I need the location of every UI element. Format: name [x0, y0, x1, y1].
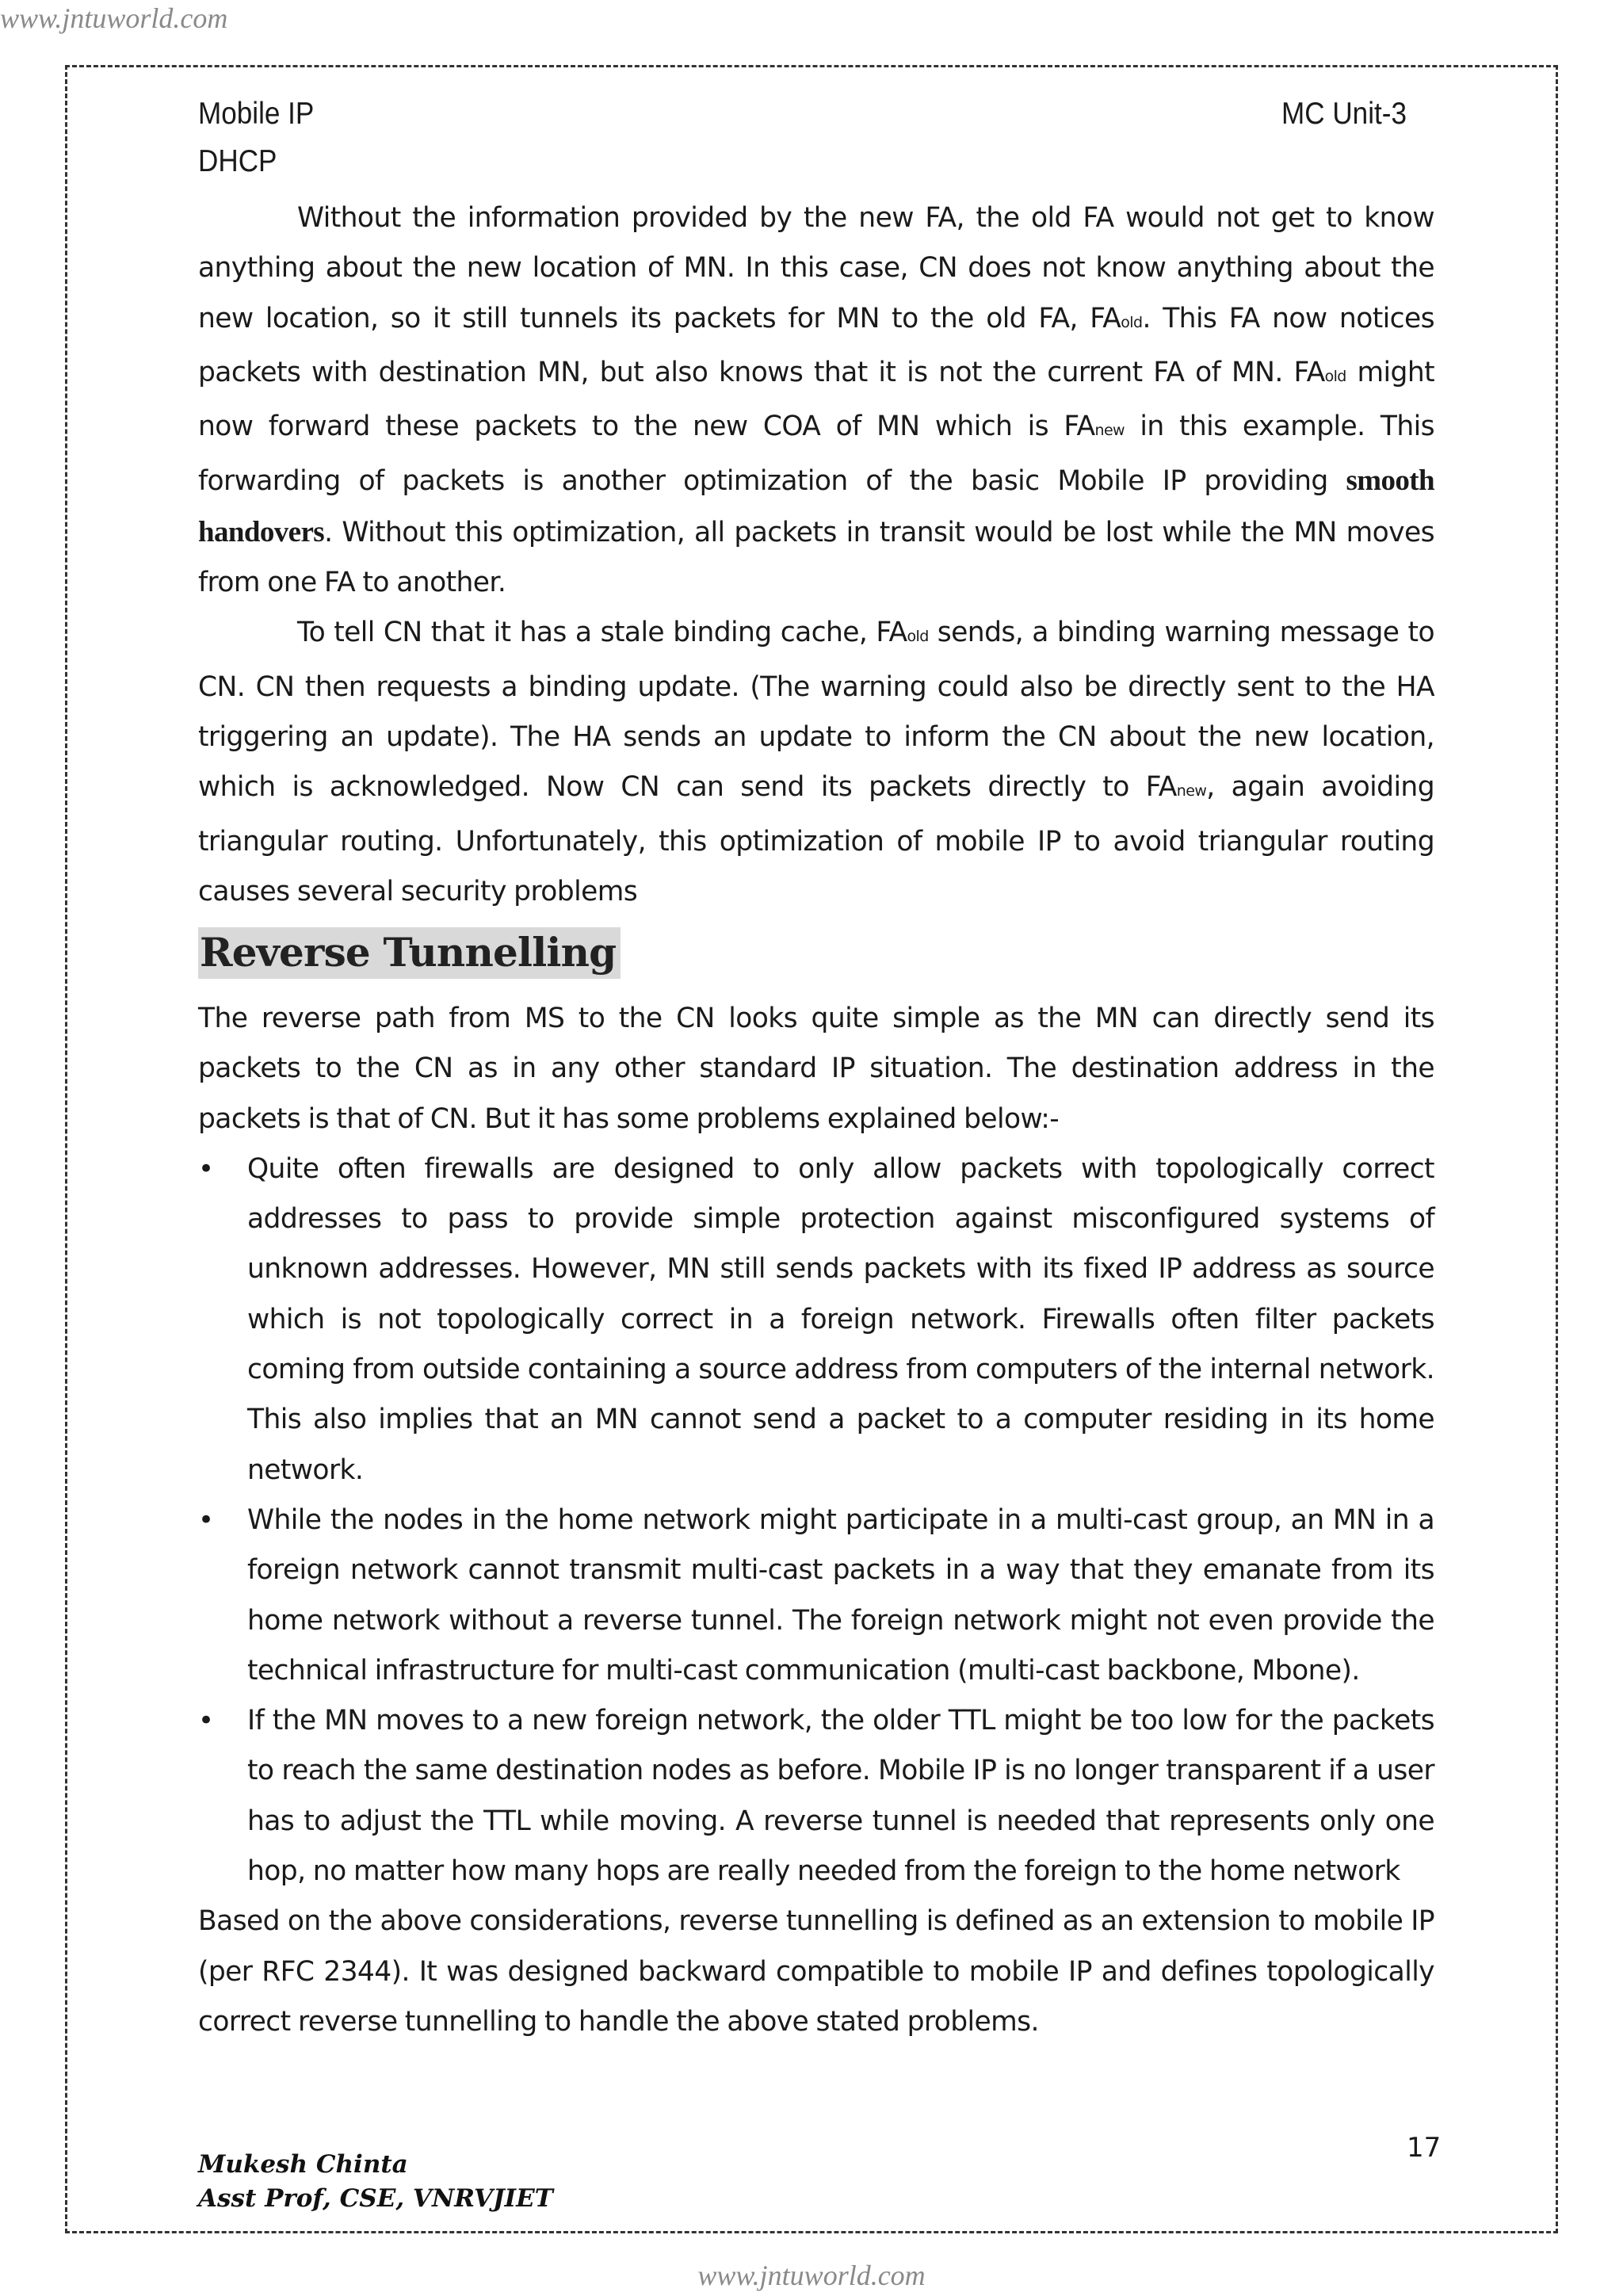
page-number: 17 [1407, 2132, 1442, 2164]
header-unit: MC Unit-3 [1281, 97, 1407, 131]
paragraph-conclusion: Based on the above considerations, reverse tunnelling is defined as an extension to mobile IP (per RFC 2344). It was designed backward compatible to mobile IP and defines topologically correct reverse tunnelling to handle the above stated problems. [198, 1905, 1434, 2038]
term-smooth-handovers: smooth handovers [198, 464, 1434, 548]
subscript-old: old [1324, 367, 1346, 385]
problem-list [198, 1144, 1434, 1897]
paragraph-old-fa: Without the information provided by the new FA, the old FA would not get to know anything about the new location of MN. In this case, CN does not know anything about the new location, so it still tunnels its packets for MN to the old FA, FAold. This FA now notices packets with destination MN, but also knows that it is not the current FA of MN. FAold might now forward these packets to the new COA of MN which is FAnew in this example. This forwarding of packets is another optimization of the basic Mobile IP providing smooth handovers. Without this optimization, all packets in transit would be lost while the MN moves from one FA to another. [198, 202, 1435, 599]
body-reverse-tunnelling [198, 994, 1434, 2047]
list-item: • Quite often firewalls are designed to only allow packets with topologically correct addresses to pass to provide simple protection against misconfigured systems of unknown addresses. However, MN still sends packets with its fixed IP address as source which is not topologically correct in a foreign network. Firewalls often filter packets coming from outside containing a source address from computers of the internal network. This also implies that an MN cannot send a packet to a computer residing in its home network. [198, 1144, 1434, 1496]
subscript-old: old [907, 628, 929, 646]
author-title: Asst Prof, CSE, VNRVJIET [198, 2184, 553, 2213]
paragraph-intro: The reverse path from MS to the CN looks quite simple as the MN can directly send its packets to the CN as in any other standard IP situation. The destination address in the packets is that of CN. But it has some problems explained below:- [198, 1003, 1434, 1135]
list-item: • While the nodes in the home network might participate in a multi-cast group, an MN in a foreign network cannot transmit multi-cast packets in a way that they emanate from its home network without a reverse tunnel. The foreign network might not even provide the technical infrastructure for multi-cast communication (multi-cast backbone, Mbone). [198, 1496, 1434, 1696]
section-heading: Reverse Tunnelling [198, 927, 621, 979]
body-top [198, 193, 1434, 917]
subscript-new: new [1176, 782, 1207, 800]
header-subtopic: DHCP [198, 144, 277, 178]
author-name: Mukesh Chinta [198, 2150, 408, 2179]
header-topic: Mobile IP [198, 97, 315, 131]
watermark-top: www.jntuworld.com [0, 2, 228, 34]
list-item: • If the MN moves to a new foreign network, the older TTL might be too low for the packets to reach the same destination nodes as before. Mobile IP is no longer transparent if a user has to adjust the TTL while moving. A reverse tunnel is needed that represents only one hop, no matter how many hops are really needed from the foreign to the home network [198, 1696, 1434, 1897]
subscript-new: new [1094, 422, 1125, 440]
watermark-bottom: www.jntuworld.com [697, 2260, 926, 2291]
paragraph-binding-warning: To tell CN that it has a stale binding cache, FAold sends, a binding warning message to CN. CN then requests a binding update. (The warning could also be directly sent to the HA triggering an update). The HA sends an update to inform the CN about the new location, which is acknowledged. Now CN can send its packets directly to FAnew, again avoiding triangular routing. Unfortunately, this optimization of mobile IP to avoid triangular routing causes several security problems [198, 617, 1434, 907]
subscript-old: old [1121, 313, 1143, 331]
